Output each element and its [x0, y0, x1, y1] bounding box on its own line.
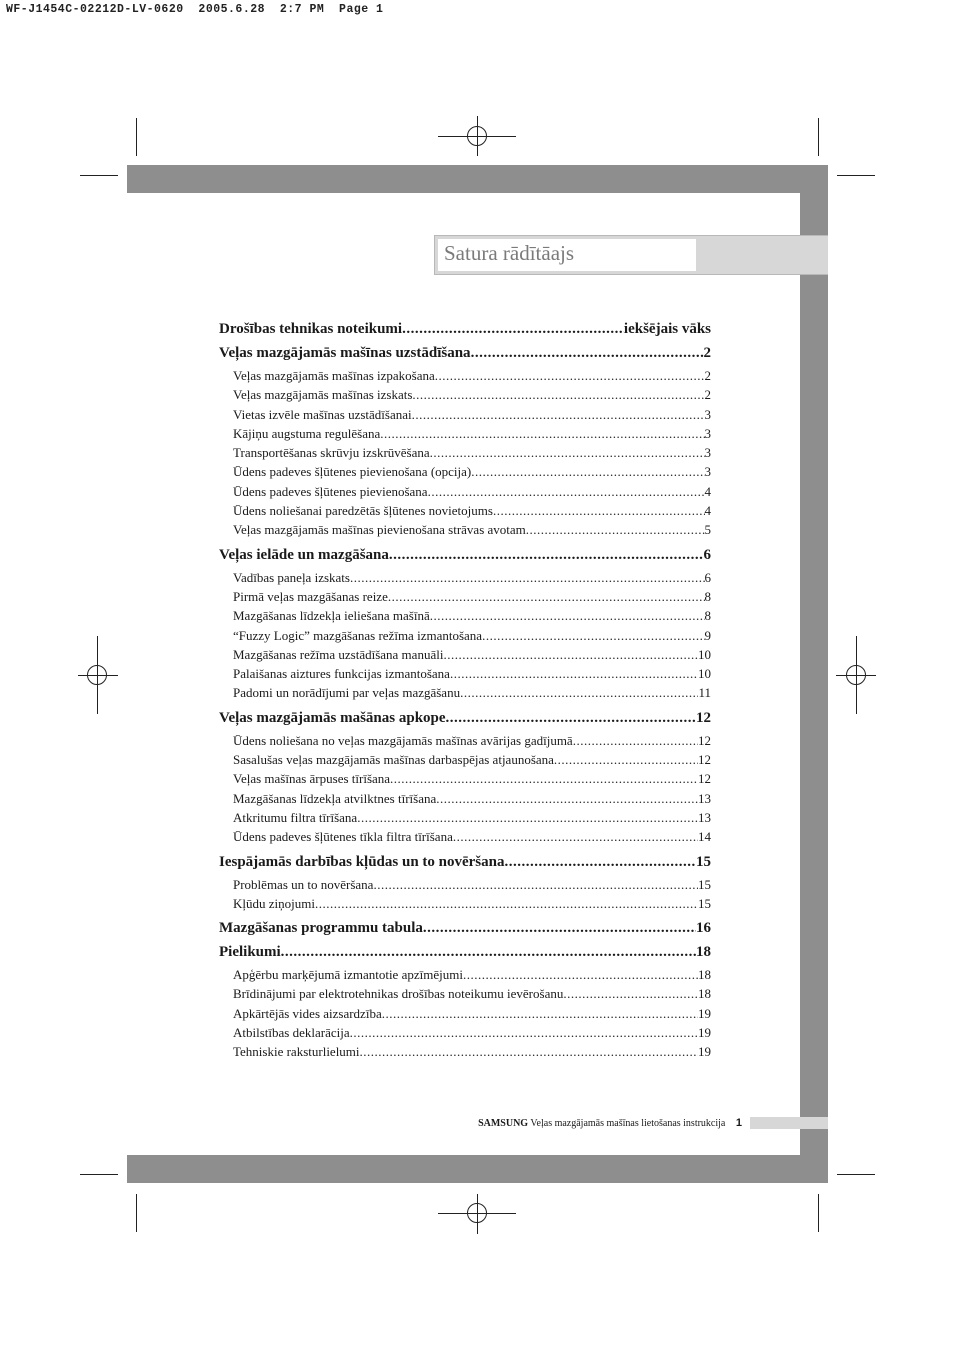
toc-item[interactable] [219, 645, 711, 664]
toc-section-page: 6 [703, 546, 711, 563]
toc-item-page: 2 [704, 387, 711, 403]
toc-item-page: 3 [704, 406, 711, 422]
page-number: 1 [735, 1117, 742, 1129]
toc-item-label: Veļas mazgājamās mašīnas pievienošana strāvas avotam [233, 522, 526, 538]
toc-item-label: Ūdens noliešana no veļas mazgājamās mašīnas avārijas gadījumā [233, 732, 573, 748]
toc-item[interactable] [219, 385, 711, 404]
dot-leader [471, 462, 704, 481]
dot-leader [402, 318, 624, 340]
toc-item[interactable] [219, 626, 711, 645]
toc-section-page: 12 [696, 709, 711, 726]
toc-item[interactable] [219, 984, 711, 1003]
toc-section-page: 2 [703, 345, 711, 361]
dot-leader [428, 482, 705, 501]
dot-leader [357, 808, 698, 827]
toc-item-page: 5 [704, 522, 711, 538]
toc-item[interactable] [219, 683, 711, 702]
toc-section[interactable] [219, 544, 711, 568]
toc-section-label: Mazgāšanas programmu tabula [219, 920, 423, 937]
toc-item-page: 4 [704, 483, 711, 499]
dot-leader [446, 707, 696, 729]
dot-leader [350, 568, 705, 587]
dot-leader [373, 875, 698, 894]
toc-item-label: Pirmā veļas mazgāšanas reize [233, 588, 388, 604]
title-box [434, 235, 828, 275]
toc-item-label: Tehniskie raksturlielumi [233, 1044, 360, 1060]
footer-text: Veļas mazgājamās mašīnas lietošanas instrukcija [530, 1118, 726, 1129]
footer-tab [750, 1117, 828, 1129]
toc-item-page: 13 [698, 809, 711, 825]
dot-leader [436, 789, 698, 808]
toc-item-page: 6 [704, 569, 711, 585]
dot-leader [423, 917, 696, 939]
toc-item[interactable] [219, 405, 711, 424]
toc-section[interactable] [219, 318, 711, 342]
toc-item-page: 10 [698, 666, 711, 682]
dot-leader [493, 501, 705, 520]
toc-item[interactable] [219, 1004, 711, 1023]
crop-mark [136, 1194, 137, 1232]
toc-item-label: Veļas mazgājamās mašīnas izpakošana [233, 368, 435, 383]
toc-item[interactable] [219, 424, 711, 443]
dot-leader [315, 894, 698, 913]
toc-item-page: 19 [698, 1044, 711, 1060]
toc-item-page: 12 [698, 752, 711, 768]
crop-mark [80, 1174, 118, 1175]
toc-item-page: 19 [698, 1025, 711, 1041]
toc-item-page: 18 [698, 967, 711, 983]
toc-item-page: 8 [704, 588, 711, 604]
toc-section[interactable] [219, 917, 711, 941]
toc-item-label: Mazgāšanas līdzekļa ieliešana mašīnā [233, 608, 430, 624]
toc-item[interactable] [219, 520, 711, 539]
toc-item-page: 4 [704, 503, 711, 519]
dot-leader [281, 941, 696, 963]
toc-item[interactable] [219, 894, 711, 913]
toc-item-label: Padomi un norādījumi par veļas mazgāšanu [233, 685, 461, 701]
toc-item-label: Apkārtējās vides aizsardzība [233, 1005, 382, 1021]
toc-item-label: Veļas mašīnas ārpuses tīrīšana [233, 771, 391, 787]
toc-section-label: Veļas mazgājamās mašānas apkope [219, 709, 446, 726]
toc-item[interactable] [219, 366, 711, 385]
right-band [800, 165, 828, 1183]
dot-leader [388, 587, 705, 606]
toc-item-page: 15 [698, 895, 711, 911]
dot-leader [453, 827, 698, 846]
toc-item-label: Brīdinājumi par elektrotehnikas drošības noteikumu ievērošanu [233, 986, 564, 1002]
toc-item-label: Vadības paneļa izskats [233, 569, 350, 585]
bottom-band [127, 1155, 828, 1183]
toc-item-page: 15 [698, 876, 711, 892]
dot-leader [382, 1004, 698, 1023]
toc-item-label: Mazgāšanas līdzekļa atvilktnes tīrīšana [233, 790, 437, 806]
toc-item-page: 13 [698, 790, 711, 806]
toc-item[interactable] [219, 443, 711, 462]
toc-item-page: 18 [698, 986, 711, 1002]
dot-leader [563, 984, 698, 1003]
toc-item[interactable] [219, 875, 711, 894]
crop-mark [837, 175, 875, 176]
dot-leader [389, 544, 704, 566]
toc-section-page: 18 [696, 944, 711, 961]
toc-item-label: Ūdens noliešanai paredzētās šļūtenes novietojums [233, 503, 493, 519]
dot-leader [463, 965, 698, 984]
dot-leader [412, 405, 705, 424]
toc-item[interactable] [219, 965, 711, 984]
dot-leader [573, 731, 698, 750]
dot-leader [443, 645, 698, 664]
toc-item[interactable] [219, 1023, 711, 1042]
table-of-contents [219, 318, 711, 1066]
toc-item-page: 2 [704, 368, 711, 383]
toc-item[interactable] [219, 568, 711, 587]
dot-leader [526, 520, 705, 539]
toc-item-label: Veļas mazgājamās mašīnas izskats [233, 387, 413, 403]
toc-item-page: 3 [704, 425, 711, 441]
toc-item-page: 11 [698, 685, 711, 701]
dot-leader [350, 1023, 698, 1042]
crop-mark [818, 118, 819, 156]
toc-item[interactable] [219, 827, 711, 846]
toc-item-label: Ūdens padeves šļūtenes pievienošana (opcija) [233, 464, 472, 480]
dot-leader [554, 750, 698, 769]
crop-mark [818, 1194, 819, 1232]
dot-leader [430, 443, 705, 462]
dot-leader [435, 366, 705, 385]
toc-item-label: Mazgāšanas režīma uzstādīšana manuāli [233, 646, 444, 662]
toc-item[interactable] [219, 769, 711, 788]
toc-group-gap [219, 1062, 711, 1066]
toc-item-label: Palaišanas aiztures funkcijas izmantošana [233, 666, 450, 682]
toc-section-label: Veļas mazgājamās mašīnas uzstādīšana [219, 345, 471, 361]
toc-item-label: Atkritumu filtra tīrīšana [233, 809, 358, 825]
toc-section-page: 16 [696, 920, 711, 937]
toc-section-label: Drošības tehnikas noteikumi [219, 321, 403, 337]
crop-mark [837, 1174, 875, 1175]
toc-section[interactable] [219, 342, 711, 366]
toc-item[interactable] [219, 664, 711, 683]
toc-item[interactable] [219, 501, 711, 520]
toc-item-page: 12 [698, 771, 711, 787]
toc-item-page: 10 [698, 646, 711, 662]
dot-leader [360, 1042, 698, 1061]
crop-mark [136, 118, 137, 156]
toc-section-label: Veļas ielāde un mazgāšana [219, 546, 389, 563]
toc-item[interactable] [219, 462, 711, 481]
footer-brand: SAMSUNG [478, 1118, 529, 1129]
toc-item-page: 3 [704, 464, 711, 480]
dot-leader [460, 683, 698, 702]
toc-section-page: iekšējais vāks [623, 321, 711, 337]
toc-item-label: Ūdens padeves šļūtenes pievienošana [233, 483, 428, 499]
toc-item[interactable] [219, 750, 711, 769]
toc-item[interactable] [219, 731, 711, 750]
dot-leader [390, 769, 698, 788]
toc-item[interactable] [219, 587, 711, 606]
dot-leader [380, 424, 704, 443]
toc-item-page: 3 [704, 445, 711, 461]
toc-item-label: Apģērbu marķējumā izmantotie apzīmējumi [233, 967, 463, 983]
toc-item-label: Sasalušas veļas mazgājamās mašīnas darbaspējas atjaunošana [233, 752, 554, 768]
toc-section[interactable] [219, 941, 711, 965]
toc-item-label: Vietas izvēle mašīnas uzstādīšanai [233, 406, 412, 422]
toc-item[interactable] [219, 789, 711, 808]
toc-section[interactable] [219, 707, 711, 731]
toc-item[interactable] [219, 606, 711, 625]
toc-item-page: 19 [698, 1005, 711, 1021]
toc-section-label: Pielikumi [219, 944, 281, 961]
toc-item[interactable] [219, 482, 711, 501]
print-header: WF-J1454C-02212D-LV-0620 2005.6.28 2:7 PM Page 1 [6, 3, 384, 16]
dot-leader [450, 664, 698, 683]
top-band [127, 165, 828, 193]
toc-section[interactable] [219, 851, 711, 875]
dot-leader [482, 626, 704, 645]
toc-item-label: Problēmas un to novēršana [233, 876, 374, 892]
toc-item-label: Transportēšanas skrūvju izskrūvēšana [233, 445, 430, 461]
dot-leader [471, 342, 704, 364]
toc-item-label: “Fuzzy Logic” mazgāšanas režīma izmantošana [233, 627, 483, 643]
toc-item-page: 9 [704, 627, 711, 643]
page-title: Satura rādītāajs [444, 241, 575, 265]
toc-item-label: Kājiņu augstuma regulēšana [233, 425, 381, 441]
toc-item[interactable] [219, 808, 711, 827]
dot-leader [430, 606, 705, 625]
page-footer [420, 1117, 742, 1129]
toc-section-label: Iespājamās darbības kļūdas un to novēršana [219, 853, 505, 870]
toc-item-page: 8 [704, 608, 711, 624]
toc-item[interactable] [219, 1042, 711, 1061]
toc-item-label: Kļūdu ziņojumi [233, 895, 315, 911]
toc-item-page: 14 [698, 829, 711, 845]
dot-leader [505, 851, 697, 873]
toc-item-label: Atbilstības deklarācija [233, 1025, 350, 1041]
dot-leader [412, 385, 704, 404]
toc-item-label: Ūdens padeves šļūtenes tīkla filtra tīrīšana [233, 829, 453, 845]
crop-mark [80, 175, 118, 176]
toc-section-page: 15 [696, 853, 711, 870]
toc-item-page: 12 [698, 732, 711, 748]
